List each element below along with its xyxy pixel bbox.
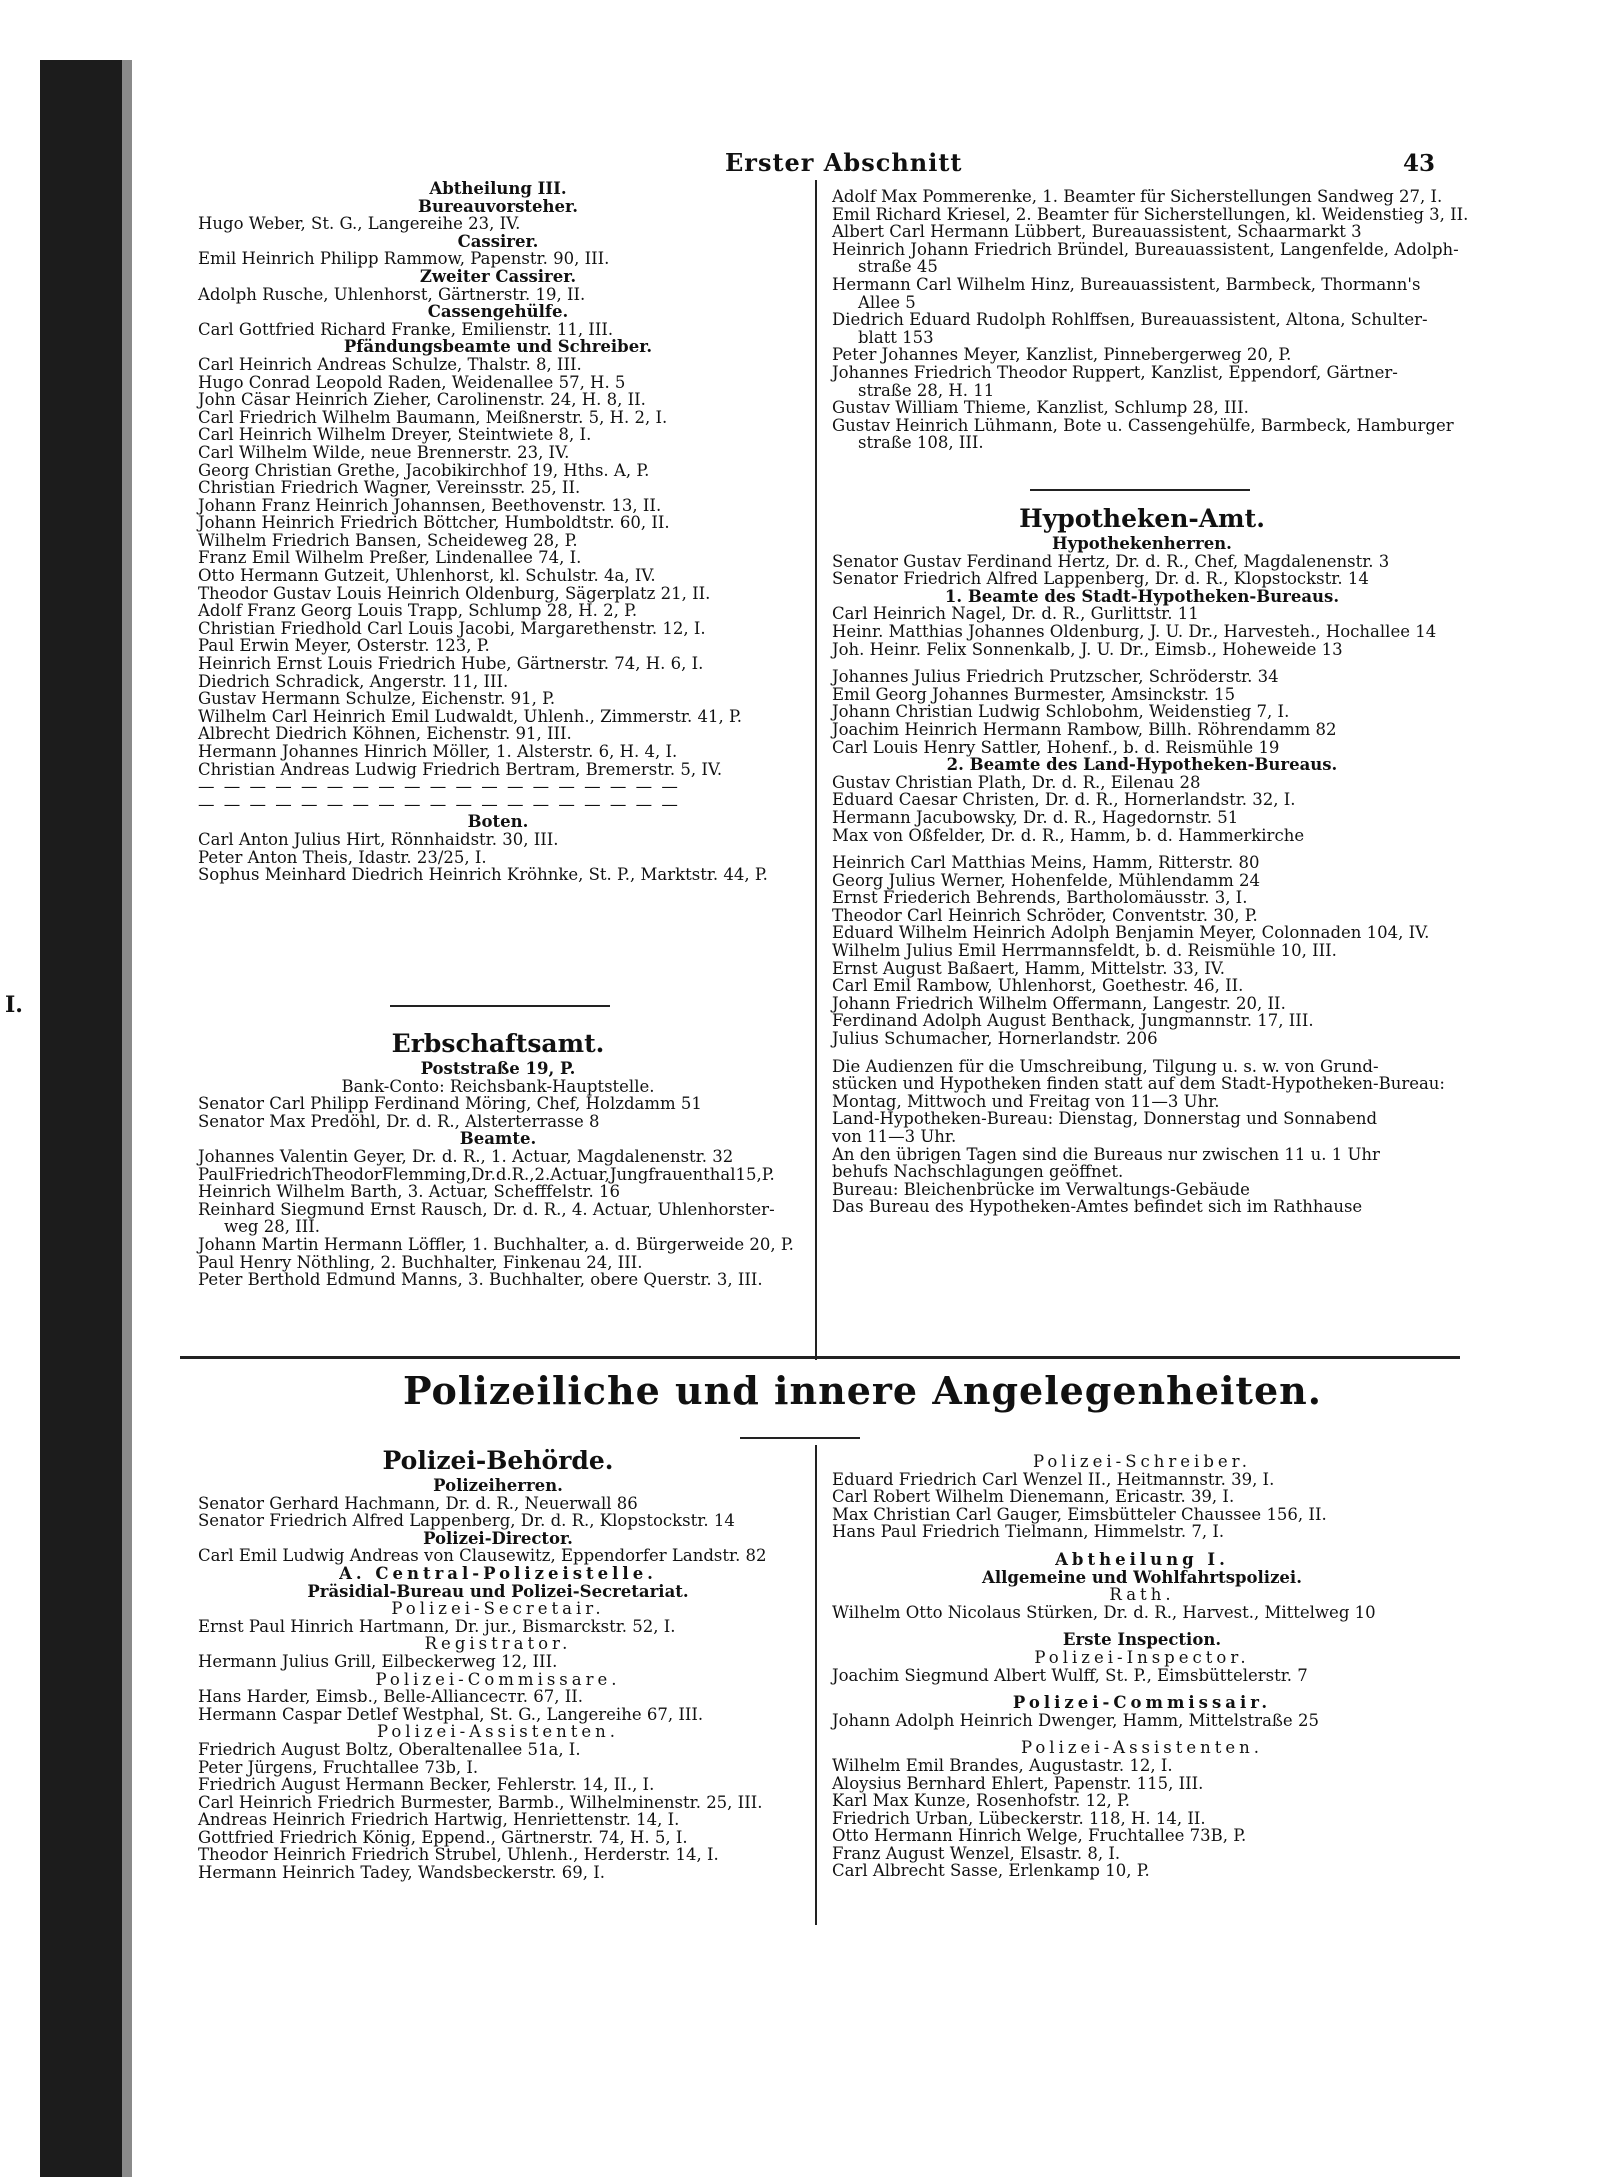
entry-continuation: blatt 153 xyxy=(858,327,934,347)
entry-line: Heinrich Ernst Louis Friedrich Hube, Gärtnerstr. 74, H. 6, I. xyxy=(198,654,704,674)
section-heading: Abtheilung III. xyxy=(429,179,567,198)
entry-line: Gustav Heinrich Lühmann, Bote u. Cassengehülfe, Barmbeck, Hamburger xyxy=(832,415,1454,435)
column-left-top xyxy=(198,180,798,884)
entry-line: Gustav Christian Plath, Dr. d. R., Eilenau 28 xyxy=(832,772,1201,792)
department-title: Polizei-Behörde. xyxy=(382,1446,614,1475)
entry-line: Hans Harder, Eimsb., Belle-Allianceстr. 67, II. xyxy=(198,1687,584,1707)
column-right-top xyxy=(832,187,1469,453)
entry-line: Georg Julius Werner, Hohenfelde, Mühlendamm 24 xyxy=(832,870,1260,890)
entry-line: John Cäsar Heinrich Zieher, Carolinenstr. 24, H. 8, II. xyxy=(198,390,646,410)
entry-line: Albrecht Diedrich Köhnen, Eichenstr. 91, III. xyxy=(198,724,572,744)
entry-continuation: straße 28, H. 11 xyxy=(858,380,995,400)
entry-line: Max von Oßfelder, Dr. d. R., Hamm, b. d. Hammerkirche xyxy=(832,825,1305,845)
section-heading: Beamte. xyxy=(459,1129,537,1149)
entry-line: PaulFriedrichTheodorFlemming,Dr.d.R.,2.Actuar,Jungfrauenthal15,P. xyxy=(198,1164,775,1184)
entry-continuation: Allee 5 xyxy=(858,292,916,312)
entry-line: Friedrich August Hermann Becker, Fehlerstr. 14, II., I. xyxy=(198,1775,655,1795)
subheading: Polizei-Secretair. xyxy=(391,1599,605,1619)
section-heading: Hypothekenherren. xyxy=(1052,534,1232,553)
section-heading: Erste Inspection. xyxy=(1062,1630,1222,1650)
entry-line: Johannes Julius Friedrich Prutzscher, Schröderstr. 34 xyxy=(832,667,1279,687)
dash-separator: — — — — — — — — — — — — — — — — — — — xyxy=(198,794,680,814)
column-right-hypotheken xyxy=(832,503,1452,1216)
entry-line: Joh. Heinr. Felix Sonnenkalb, J. U. Dr., Eimsb., Hoheweide 13 xyxy=(832,639,1343,659)
centered-note: Bank-Conto: Reichsbank-Hauptstelle. xyxy=(341,1076,655,1096)
subheading: Registrator. xyxy=(424,1634,572,1654)
entry-continuation: straße 108, III. xyxy=(858,433,984,453)
entry-line: Julius Schumacher, Hornerlandstr. 206 xyxy=(832,1029,1158,1049)
entry-line: Peter Berthold Edmund Manns, 3. Buchhalter, obere Querstr. 3, III. xyxy=(198,1270,763,1290)
subheading: Rath. xyxy=(1109,1585,1175,1605)
rule-left-mid xyxy=(390,1005,610,1007)
entry-line: Otto Hermann Hinrich Welge, Fruchtallee 73B, P. xyxy=(832,1826,1247,1846)
entry-line: Carl Heinrich Wilhelm Dreyer, Steintwiete 8, I. xyxy=(198,425,592,445)
subheading: Polizei-Schreiber. xyxy=(1033,1452,1251,1471)
section-heading: Abtheilung I. xyxy=(1055,1549,1229,1569)
entry-line: Eduard Caesar Christen, Dr. d. R., Hornerlandstr. 32, I. xyxy=(832,790,1296,810)
entry-line: Reinhard Siegmund Ernst Rausch, Dr. d. R., 4. Actuar, Uhlenhorster- xyxy=(198,1199,775,1219)
entry-line: An den übrigen Tagen sind die Bureaus nur zwischen 11 u. 1 Uhr xyxy=(832,1144,1380,1164)
entry-line: Peter Jürgens, Fruchtallee 73b, I. xyxy=(198,1757,479,1777)
section-heading: A. Central-Polizeistelle. xyxy=(339,1563,657,1583)
entry-line: Carl Heinrich Nagel, Dr. d. R., Gurlittstr. 11 xyxy=(832,604,1199,624)
entry-line: Sophus Meinhard Diedrich Heinrich Kröhnke, St. P., Marktstr. 44, P. xyxy=(198,865,768,885)
entry-line: Wilhelm Otto Nicolaus Stürken, Dr. d. R., Harvest., Mittelweg 10 xyxy=(832,1602,1376,1622)
column-left-polizei xyxy=(198,1445,798,1882)
entry-line: Hermann Heinrich Tadey, Wandsbeckerstr. 69, I. xyxy=(198,1863,606,1883)
subheading: Polizei-Assistenten. xyxy=(376,1722,620,1742)
entry-line: Theodor Carl Heinrich Schröder, Conventstr. 30, P. xyxy=(832,905,1258,925)
entry-line: Johannes Valentin Geyer, Dr. d. R., 1. Actuar, Magdalenenstr. 32 xyxy=(198,1146,734,1166)
entry-line: Johann Heinrich Friedrich Böttcher, Humboldtstr. 60, II. xyxy=(198,513,670,533)
section-heading: Bureauvorsteher. xyxy=(418,196,578,216)
entry-line: Carl Wilhelm Wilde, neue Brennerstr. 23, IV. xyxy=(198,442,570,462)
rule-right-mid xyxy=(1030,489,1250,491)
column-separator-top xyxy=(815,180,817,1360)
entry-line: Carl Friedrich Wilhelm Baumann, Meißnerstr. 5, H. 2, I. xyxy=(198,407,668,427)
section-heading: Präsidial-Bureau und Polizei-Secretariat. xyxy=(307,1581,689,1601)
entry-line: Ernst Paul Hinrich Hartmann, Dr. jur., Bismarckstr. 52, I. xyxy=(198,1616,676,1636)
column-separator-bottom xyxy=(815,1445,817,1925)
section-heading: Cassirer. xyxy=(457,231,539,251)
rule-under-title xyxy=(740,1437,860,1439)
entry-line: Wilhelm Emil Brandes, Augustastr. 12, I. xyxy=(832,1755,1173,1775)
section-heading: Polizei-Director. xyxy=(423,1528,573,1548)
entry-line: Friedrich Urban, Lübeckerstr. 118, H. 14, II. xyxy=(832,1808,1206,1828)
entry-line: Friedrich August Boltz, Oberaltenallee 51a, I. xyxy=(198,1739,581,1759)
entry-line: Senator Friedrich Alfred Lappenberg, Dr. d. R., Klopstockstr. 14 xyxy=(198,1511,735,1531)
section-title: Polizeiliche und innere Angelegenheiten. xyxy=(402,1368,1323,1413)
entry-line: Paul Erwin Meyer, Osterstr. 123, P. xyxy=(198,636,490,656)
section-heading: Zweiter Cassirer. xyxy=(419,266,577,286)
entry-line: Christian Friedhold Carl Louis Jacobi, Margarethenstr. 12, I. xyxy=(198,618,706,638)
entry-line: Senator Gustav Ferdinand Hertz, Dr. d. R., Chef, Magdalenenstr. 3 xyxy=(832,551,1390,571)
entry-line: Hermann Jacubowsky, Dr. d. R., Hagedornstr. 51 xyxy=(832,807,1239,827)
entry-line: Karl Max Kunze, Rosenhofstr. 12, P. xyxy=(832,1791,1131,1811)
entry-line: Johann Christian Ludwig Schlobohm, Weidenstieg 7, I. xyxy=(832,702,1290,722)
entry-line: stücken und Hypotheken finden statt auf dem Stadt-Hypotheken-Bureau: xyxy=(832,1074,1445,1094)
entry-line: Johann Franz Heinrich Johannsen, Beethovenstr. 13, II. xyxy=(198,495,662,515)
entry-line: Emil Georg Johannes Burmester, Amsinckstr. 15 xyxy=(832,684,1236,704)
scan-binding-edge xyxy=(122,60,132,2177)
entry-line: Die Audienzen für die Umschreibung, Tilgung u. s. w. von Grund- xyxy=(832,1056,1379,1076)
subheading: Polizei-Inspector. xyxy=(1034,1647,1250,1667)
entry-line: Johannes Friedrich Theodor Ruppert, Kanzlist, Eppendorf, Gärtner- xyxy=(832,362,1398,382)
section-heading: Polizeiherren. xyxy=(433,1476,563,1495)
entry-line: Wilhelm Carl Heinrich Emil Ludwaldt, Uhlenh., Zimmerstr. 41, P. xyxy=(198,706,742,726)
running-header: Erster Abschnitt xyxy=(725,148,963,177)
dash-separator: — — — — — — — — — — — — — — — — — — — xyxy=(198,777,680,797)
entry-line: Peter Johannes Meyer, Kanzlist, Pinnebergerweg 20, P. xyxy=(832,345,1292,365)
section-heading: Pfändungsbeamte und Schreiber. xyxy=(343,337,653,357)
entry-line: Hugo Weber, St. G., Langereihe 23, IV. xyxy=(198,214,521,234)
entry-line: Heinr. Matthias Johannes Oldenburg, J. U. Dr., Harvesteh., Hochallee 14 xyxy=(832,621,1437,641)
entry-line: Max Christian Carl Gauger, Eimsbütteler Chaussee 156, II. xyxy=(832,1504,1327,1524)
entry-line: Senator Gerhard Hachmann, Dr. d. R., Neuerwall 86 xyxy=(198,1493,638,1513)
entry-line: Andreas Heinrich Friedrich Hartwig, Henriettenstr. 14, I. xyxy=(198,1810,680,1830)
entry-line: Land-Hypotheken-Bureau: Dienstag, Donnerstag und Sonnabend xyxy=(832,1109,1378,1129)
entry-line: Joachim Heinrich Hermann Rambow, Billh. Röhrendamm 82 xyxy=(832,719,1337,739)
entry-continuation: straße 45 xyxy=(858,257,938,277)
column-left-erbschaftsamt xyxy=(198,1028,798,1289)
entry-line: Carl Heinrich Andreas Schulze, Thalstr. 8, III. xyxy=(198,354,582,374)
entry-line: Heinrich Carl Matthias Meins, Hamm, Ritterstr. 80 xyxy=(832,853,1260,873)
entry-line: Bureau: Bleichenbrücke im Verwaltungs-Gebäude xyxy=(832,1179,1250,1199)
entry-line: Heinrich Johann Friedrich Bründel, Bureauassistent, Langenfelde, Adolph- xyxy=(832,239,1459,259)
column-right-polizei xyxy=(832,1453,1452,1880)
entry-line: Christian Friedrich Wagner, Vereinsstr. 25, II. xyxy=(198,478,581,498)
entry-line: Gustav Hermann Schulze, Eichenstr. 91, P. xyxy=(198,689,556,709)
entry-line: Carl Emil Ludwig Andreas von Clausewitz, Eppendorfer Landstr. 82 xyxy=(198,1546,767,1566)
section-heading: Polizei-Commissair. xyxy=(1012,1693,1272,1713)
entry-line: Carl Emil Rambow, Uhlenhorst, Goethestr. 46, II. xyxy=(832,976,1244,996)
entry-line: Hermann Johannes Hinrich Möller, 1. Alsterstr. 6, H. 4, I. xyxy=(198,742,678,761)
entry-line: Paul Henry Nöthling, 2. Buchhalter, Finkenau 24, III. xyxy=(198,1252,643,1272)
entry-line: Johann Martin Hermann Löffler, 1. Buchhalter, a. d. Bürgerweide 20, P. xyxy=(198,1234,794,1254)
entry-line: Johann Adolph Heinrich Dwenger, Hamm, Mittelstraße 25 xyxy=(832,1710,1319,1730)
section-heading: Boten. xyxy=(467,812,529,832)
entry-line: Albert Carl Hermann Lübbert, Bureauassistent, Schaarmarkt 3 xyxy=(832,222,1362,242)
entry-line: Adolph Rusche, Uhlenhorst, Gärtnerstr. 19, II. xyxy=(198,284,586,304)
page-number: 43 xyxy=(1403,150,1436,177)
entry-line: Ernst August Baßaert, Hamm, Mittelstr. 33, IV. xyxy=(832,958,1225,978)
entry-line: Gottfried Friedrich König, Eppend., Gärtnerstr. 74, H. 5, I. xyxy=(198,1827,688,1847)
section-heading: 2. Beamte des Land-Hypotheken-Bureaus. xyxy=(946,755,1338,775)
entry-line: Emil Richard Kriesel, 2. Beamter für Sicherstellungen, kl. Weidenstieg 3, II. xyxy=(832,204,1469,224)
entry-line: Theodor Gustav Louis Heinrich Oldenburg, Sägerplatz 21, II. xyxy=(198,583,711,603)
entry-line: Senator Carl Philipp Ferdinand Möring, Chef, Holzdamm 51 xyxy=(198,1094,702,1114)
entry-line: Ernst Friederich Behrends, Bartholomäusstr. 3, I. xyxy=(832,888,1248,908)
entry-line: Wilhelm Friedrich Bansen, Scheideweg 28, P. xyxy=(198,530,578,550)
entry-line: Montag, Mittwoch und Freitag von 11—3 Uhr. xyxy=(832,1091,1220,1111)
entry-line: Eduard Friedrich Carl Wenzel II., Heitmannstr. 39, I. xyxy=(832,1469,1275,1489)
section-heading: Cassengehülfe. xyxy=(427,302,569,322)
entry-line: Carl Louis Henry Sattler, Hohenf., b. d. Reismühle 19 xyxy=(832,737,1280,757)
entry-line: Carl Anton Julius Hirt, Rönnhaidstr. 30, III. xyxy=(198,829,559,849)
entry-line: Carl Gottfried Richard Franke, Emilienstr. 11, III. xyxy=(198,319,614,339)
entry-line: Hugo Conrad Leopold Raden, Weidenallee 57, H. 5 xyxy=(198,372,626,392)
entry-line: Franz Emil Wilhelm Preßer, Lindenallee 74, I. xyxy=(198,548,582,568)
entry-line: Franz August Wenzel, Elsastr. 8, I. xyxy=(832,1843,1121,1863)
entry-line: Wilhelm Julius Emil Herrmannsfeldt, b. d. Reismühle 10, III. xyxy=(832,941,1337,961)
entry-line: Adolf Franz Georg Louis Trapp, Schlump 28, H. 2, P. xyxy=(198,601,638,621)
entry-line: Hermann Julius Grill, Eilbeckerweg 12, III. xyxy=(198,1651,558,1671)
entry-line: Ferdinand Adolph August Benthack, Jungmannstr. 17, III. xyxy=(832,1011,1314,1031)
entry-line: Theodor Heinrich Friedrich Strubel, Uhlenh., Herderstr. 14, I. xyxy=(198,1845,719,1865)
entry-line: behufs Nachschlagungen geöffnet. xyxy=(832,1162,1124,1182)
entry-line: Eduard Wilhelm Heinrich Adolph Benjamin Meyer, Colonnaden 104, IV. xyxy=(832,923,1430,943)
entry-line: Hermann Carl Wilhelm Hinz, Bureauassistent, Barmbeck, Thormann's xyxy=(832,274,1421,294)
subheading: Polizei-Commissare. xyxy=(375,1669,621,1689)
entry-line: Aloysius Bernhard Ehlert, Papenstr. 115, III. xyxy=(832,1773,1204,1793)
entry-line: Adolf Max Pommerenke, 1. Beamter für Sicherstellungen Sandweg 27, I. xyxy=(832,187,1443,206)
entry-line: Senator Max Predöhl, Dr. d. R., Alsterterrasse 8 xyxy=(198,1111,600,1131)
entry-line: Georg Christian Grethe, Jacobikirchhof 19, Hths. A, P. xyxy=(198,460,650,480)
entry-line: Carl Heinrich Friedrich Burmester, Barmb., Wilhelminenstr. 25, III. xyxy=(198,1792,763,1812)
department-title: Hypotheken-Amt. xyxy=(1019,504,1265,533)
section-heading: Allgemeine und Wohlfahrtspolizei. xyxy=(982,1567,1302,1587)
entry-line: Carl Robert Wilhelm Dienemann, Ericastr. 39, I. xyxy=(832,1487,1235,1507)
entry-line: Diedrich Eduard Rudolph Rohlffsen, Bureauassistent, Altona, Schulter- xyxy=(832,310,1428,330)
entry-line: von 11—3 Uhr. xyxy=(832,1127,957,1146)
entry-line: Carl Albrecht Sasse, Erlenkamp 10, P. xyxy=(832,1861,1150,1881)
section-heading: 1. Beamte des Stadt-Hypotheken-Bureaus. xyxy=(944,586,1340,606)
rule-full-width xyxy=(180,1356,1460,1359)
subheading: Polizei-Assistenten. xyxy=(1020,1738,1264,1758)
entry-line: Otto Hermann Gutzeit, Uhlenhorst, kl. Schulstr. 4a, IV. xyxy=(198,566,656,586)
entry-continuation: weg 28, III. xyxy=(224,1217,320,1237)
entry-line: Gustav William Thieme, Kanzlist, Schlump 28, III. xyxy=(832,398,1249,418)
entry-line: Senator Friedrich Alfred Lappenberg, Dr. d. R., Klopstockstr. 14 xyxy=(832,569,1369,589)
scan-binding-shadow xyxy=(40,60,122,2177)
entry-line: Das Bureau des Hypotheken-Amtes befindet sich im Rathhause xyxy=(832,1197,1363,1217)
entry-line: Johann Friedrich Wilhelm Offermann, Langestr. 20, II. xyxy=(832,993,1286,1013)
entry-line: Heinrich Wilhelm Barth, 3. Actuar, Schefffelstr. 16 xyxy=(198,1182,620,1202)
entry-line: Diedrich Schradick, Angerstr. 11, III. xyxy=(198,671,509,691)
entry-line: Christian Andreas Ludwig Friedrich Bertram, Bremerstr. 5, IV. xyxy=(198,759,723,779)
entry-line: Emil Heinrich Philipp Rammow, Papenstr. 90, III. xyxy=(198,249,610,269)
entry-line: Peter Anton Theis, Idastr. 23/25, I. xyxy=(198,847,487,867)
margin-mark: I. xyxy=(5,992,23,1018)
entry-line: Hans Paul Friedrich Tielmann, Himmelstr. 7, I. xyxy=(832,1522,1225,1542)
entry-line: Hermann Caspar Detlef Westphal, St. G., Langereihe 67, III. xyxy=(198,1704,704,1724)
section-heading: Poststraße 19, P. xyxy=(420,1059,576,1078)
entry-line: Joachim Siegmund Albert Wulff, St. P., Eimsbüttelerstr. 7 xyxy=(832,1665,1308,1685)
department-title: Erbschaftsamt. xyxy=(391,1029,605,1058)
